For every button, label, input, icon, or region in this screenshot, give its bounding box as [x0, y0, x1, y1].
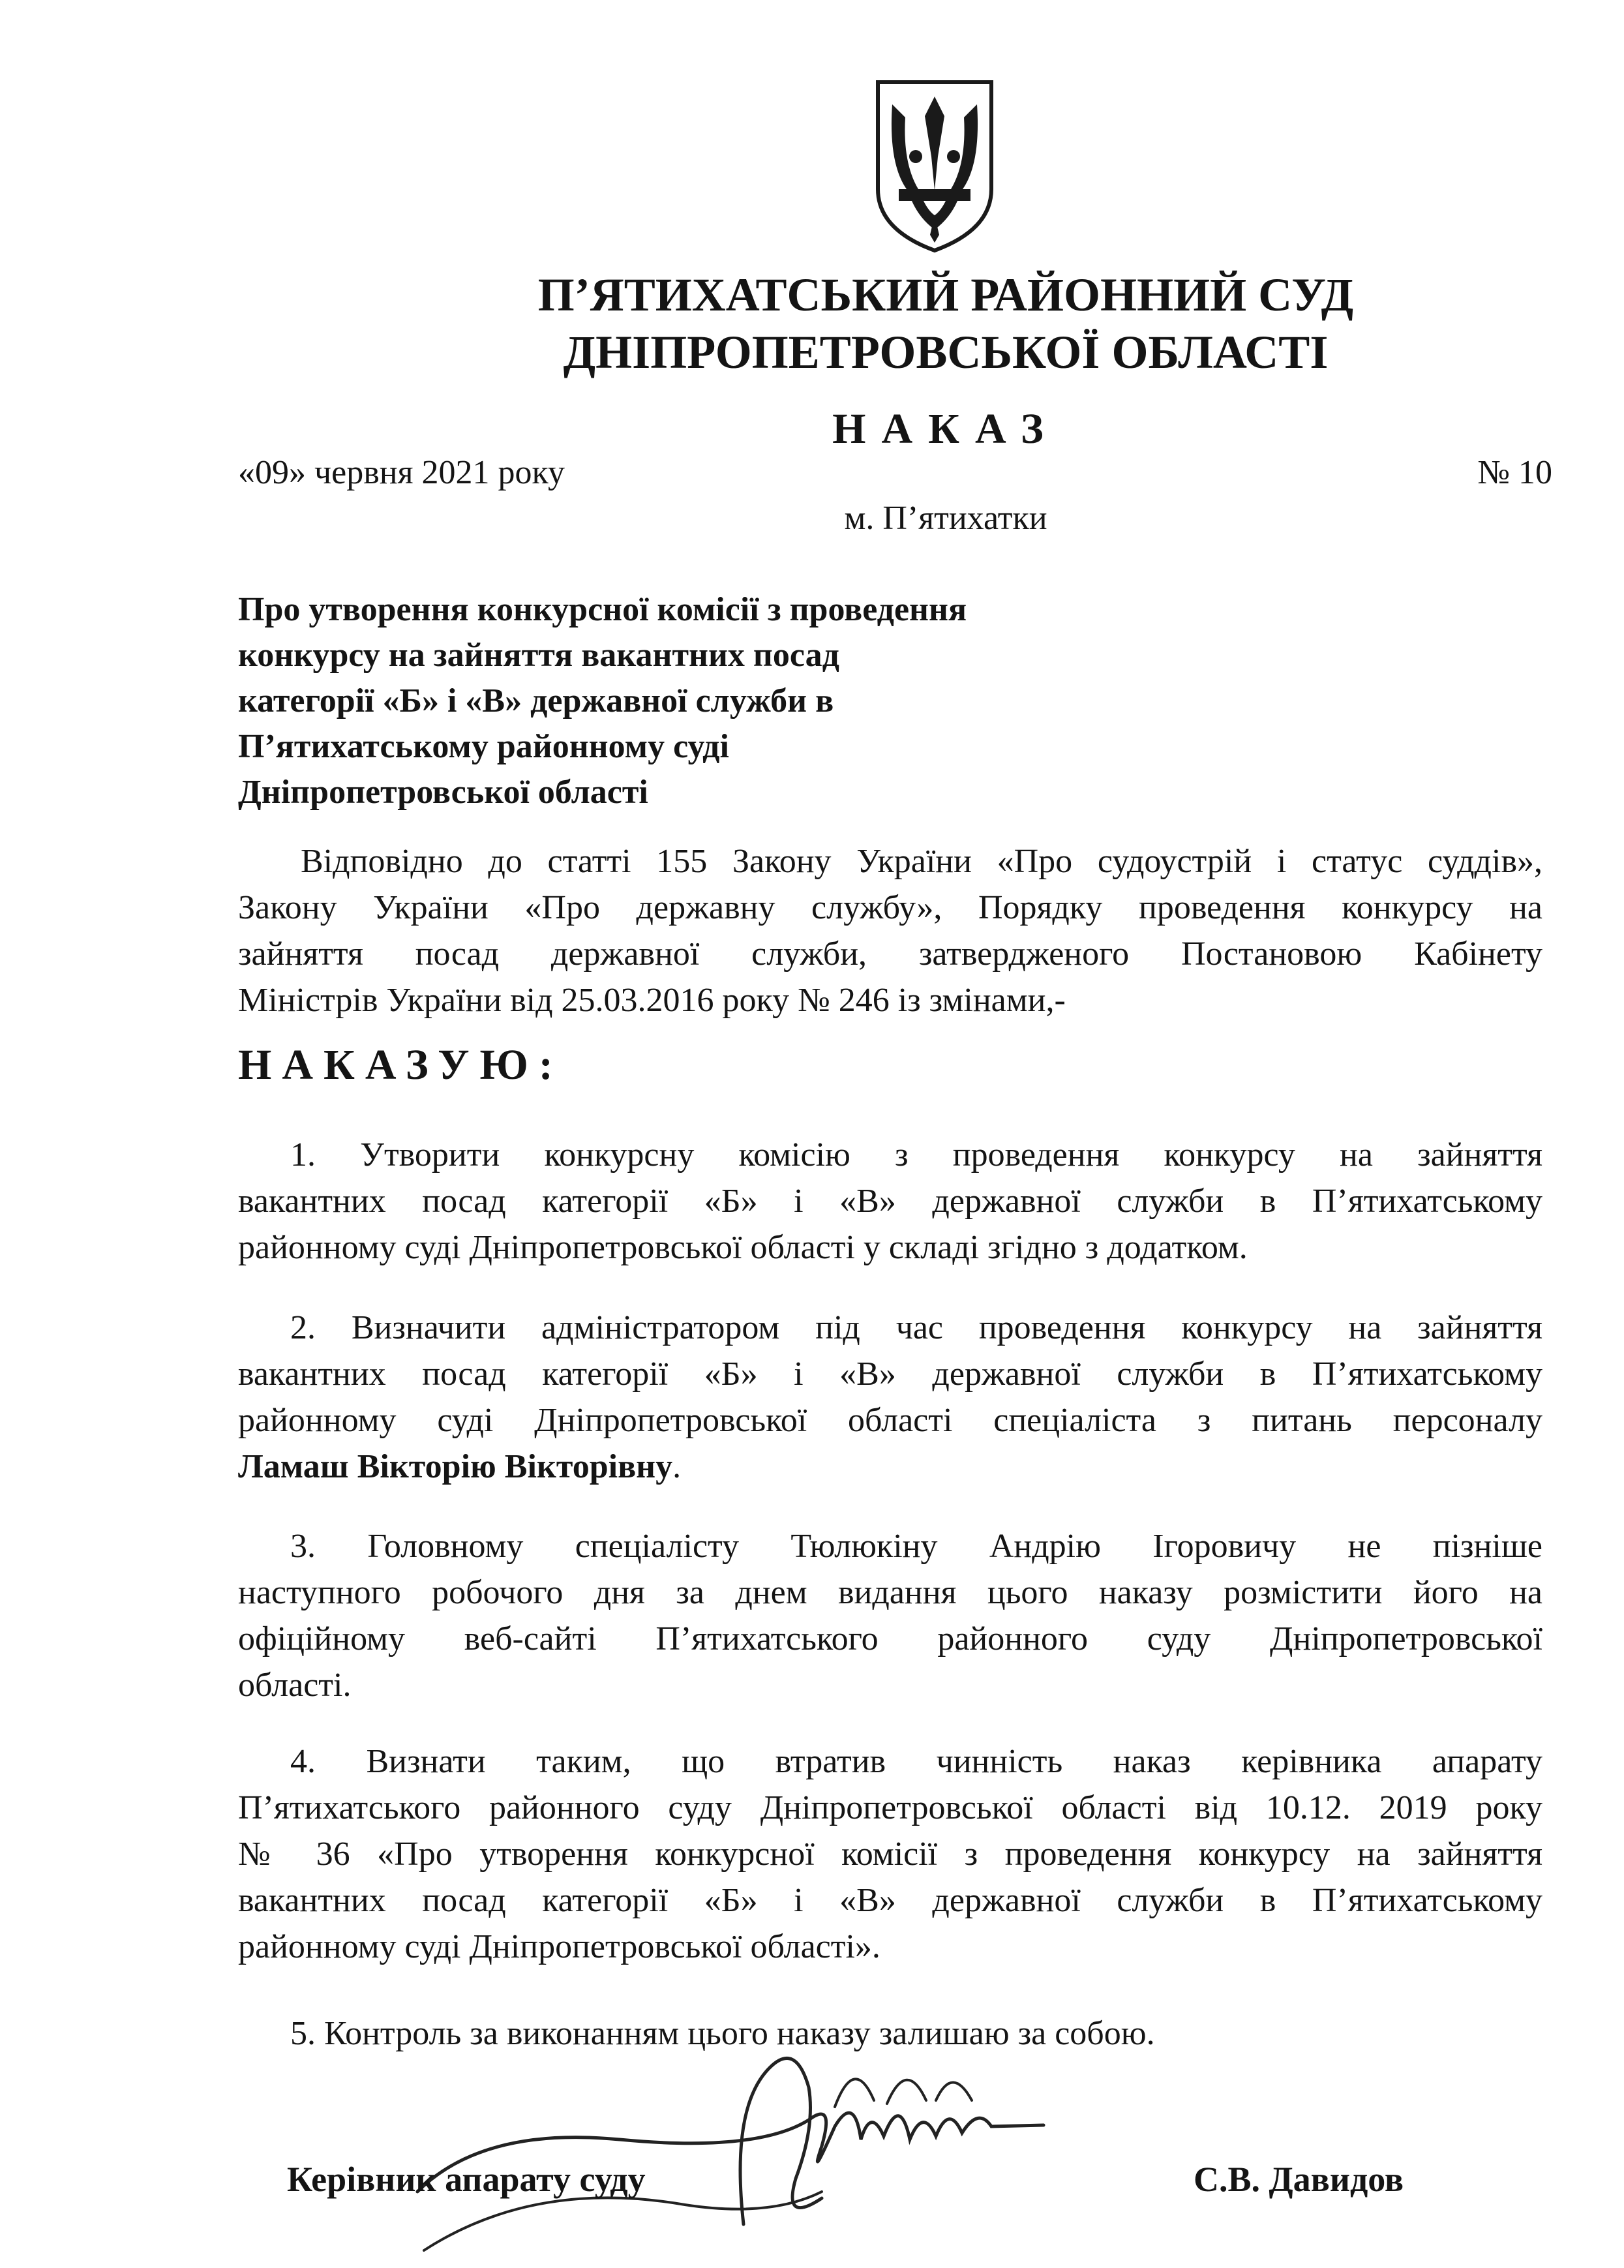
- item-line: області.: [238, 1667, 352, 1704]
- item-line: вакантних посад категорії «Б» і «В» державної служби в П’ятихатському: [238, 1183, 1542, 1220]
- item-line: П’ятихатського районного суду Дніпропетровської області від 10.12. 2019 року: [238, 1789, 1542, 1826]
- item-line: 5. Контроль за виконанням цього наказу залишаю за собою.: [290, 2015, 1155, 2052]
- subject-line: категорії «Б» і «В» державної служби в: [238, 682, 834, 719]
- item-line: 3. Головному спеціалісту Тюлюкіну Андрію Ігоровичу не пізніше: [290, 1528, 1542, 1565]
- preamble-line: Міністрів України від 25.03.2016 року № 246 із змінами,-: [238, 982, 1066, 1019]
- preamble-line: зайняття посад державної служби, затвердженого Постановою Кабінету: [238, 935, 1542, 973]
- tryzub-coat-of-arms-icon: [873, 78, 997, 254]
- item-line-final: [238, 1444, 1542, 1490]
- item-line: вакантних посад категорії «Б» і «В» державної служби в П’ятихатському: [238, 1355, 1542, 1393]
- item-line: районному суді Дніпропетровської області спеціаліста з питань персоналу: [238, 1402, 1542, 1439]
- item-line: 4. Визнати таким, що втратив чинність наказ керівника апарату: [290, 1743, 1542, 1780]
- item-line: 2. Визначити адміністратором під час проведення конкурсу на зайняття: [290, 1309, 1542, 1346]
- order-city: м. П’ятихатки: [844, 500, 1047, 537]
- item-line: офіційному веб-сайті П’ятихатського районного суду Дніпропетровської: [238, 1620, 1542, 1657]
- subject-line: Дніпропетровської області: [238, 774, 648, 811]
- order-date: «09» червня 2021 року: [238, 454, 565, 491]
- order-item-4: [238, 1738, 1542, 1970]
- preamble-paragraph: [238, 838, 1542, 1023]
- order-item-3: [238, 1523, 1542, 1708]
- preamble-line: Закону України «Про державну службу», Порядку проведення конкурсу на: [238, 889, 1542, 926]
- item-line: 1. Утворити конкурсну комісію з проведення конкурсу на зайняття: [290, 1136, 1542, 1173]
- item-line: наступного робочого дня за днем видання цього наказу розмістити його на: [238, 1574, 1542, 1611]
- order-subject: [238, 587, 1151, 815]
- item-line: районному суді Дніпропетровської області».: [238, 1928, 880, 1965]
- signatory-name: С.В. Давидов: [1194, 2160, 1404, 2199]
- item-line: вакантних посад категорії «Б» і «В» державної служби в П’ятихатському: [238, 1882, 1542, 1919]
- court-title-line2: ДНІПРОПЕТРОВСЬКОЇ ОБЛАСТІ: [563, 326, 1329, 378]
- subject-line: Про утворення конкурсної комісії з проведення: [238, 591, 967, 628]
- order-item-2: [238, 1305, 1542, 1490]
- order-title: НАКАЗ: [832, 405, 1059, 453]
- decree-heading: НАКАЗУЮ:: [238, 1041, 564, 1089]
- item-line: районному суді Дніпропетровської області у складі згідно з додатком.: [238, 1229, 1248, 1266]
- order-number: № 10: [1477, 454, 1552, 491]
- order-item-1: [238, 1132, 1542, 1271]
- handwritten-signature: [404, 2029, 1057, 2268]
- subject-line: конкурсу на зайняття вакантних посад: [238, 637, 839, 674]
- item-line-end: .: [672, 1448, 682, 1485]
- preamble-line: Відповідно до статті 155 Закону України «Про судоустрій і статус суддів»,: [301, 843, 1542, 880]
- court-title: [326, 266, 1565, 381]
- court-title-line1: П’ЯТИХАТСЬКИЙ РАЙОННИЙ СУД: [537, 269, 1354, 321]
- item-line: № 36 «Про утворення конкурсної комісії з проведення конкурсу на зайняття: [238, 1836, 1542, 1873]
- administrator-name: Ламаш Вікторію Вікторівну: [238, 1448, 673, 1485]
- subject-line: П’ятихатському районному суді: [238, 728, 729, 765]
- signatory-role: Керівник апарату суду: [287, 2160, 646, 2199]
